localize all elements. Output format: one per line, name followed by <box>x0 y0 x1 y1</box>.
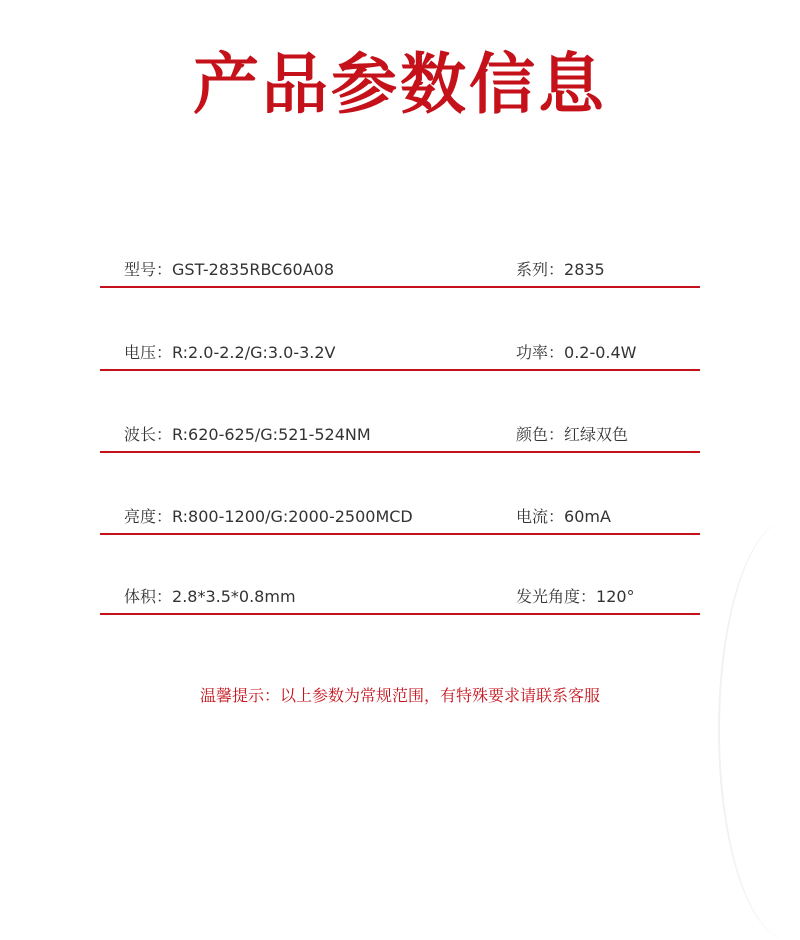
page-title: 产品参数信息 <box>193 46 607 123</box>
spec-row-voltage <box>100 341 700 371</box>
spec-wavelength <box>124 423 371 447</box>
spec-size <box>124 585 296 609</box>
spec-power <box>516 341 637 365</box>
spec-color <box>516 423 628 447</box>
spec-value: 120° <box>596 587 635 606</box>
spec-row-size <box>100 585 700 615</box>
spec-value: R:800-1200/G:2000-2500MCD <box>172 507 413 526</box>
spec-label: 亮度： <box>124 507 173 526</box>
spec-label: 发光角度： <box>516 587 597 606</box>
spec-label: 电流： <box>516 507 565 526</box>
spec-label: 型号： <box>124 260 173 279</box>
spec-label: 波长： <box>124 425 173 444</box>
spec-value: 红绿双色 <box>564 425 629 444</box>
spec-value: 60mA <box>564 507 611 526</box>
footer-note: 温馨提示：以上参数为常规范围，有特殊要求请联系客服 <box>199 686 600 705</box>
spec-value: R:620-625/G:521-524NM <box>172 425 371 444</box>
spec-value: 2.8*3.5*0.8mm <box>172 587 296 606</box>
spec-angle <box>516 585 635 609</box>
spec-label: 电压： <box>124 343 173 362</box>
spec-value: R:2.0-2.2/G:3.0-3.2V <box>172 343 336 362</box>
spec-label: 体积： <box>124 587 173 606</box>
spec-label: 系列： <box>516 260 565 279</box>
spec-value: 0.2-0.4W <box>564 343 637 362</box>
spec-brightness <box>124 505 413 529</box>
spec-value: GST-2835RBC60A08 <box>172 260 335 279</box>
spec-label: 颜色： <box>516 425 565 444</box>
spec-model <box>124 258 334 282</box>
spec-row-wavelength <box>100 423 700 453</box>
decorative-arc <box>718 520 800 940</box>
spec-label: 功率： <box>516 343 565 362</box>
spec-voltage <box>124 341 335 365</box>
spec-value: 2835 <box>564 260 605 279</box>
spec-current <box>516 505 611 529</box>
spec-row-brightness <box>100 505 700 535</box>
spec-series <box>516 258 605 282</box>
spec-row-model <box>100 258 700 288</box>
